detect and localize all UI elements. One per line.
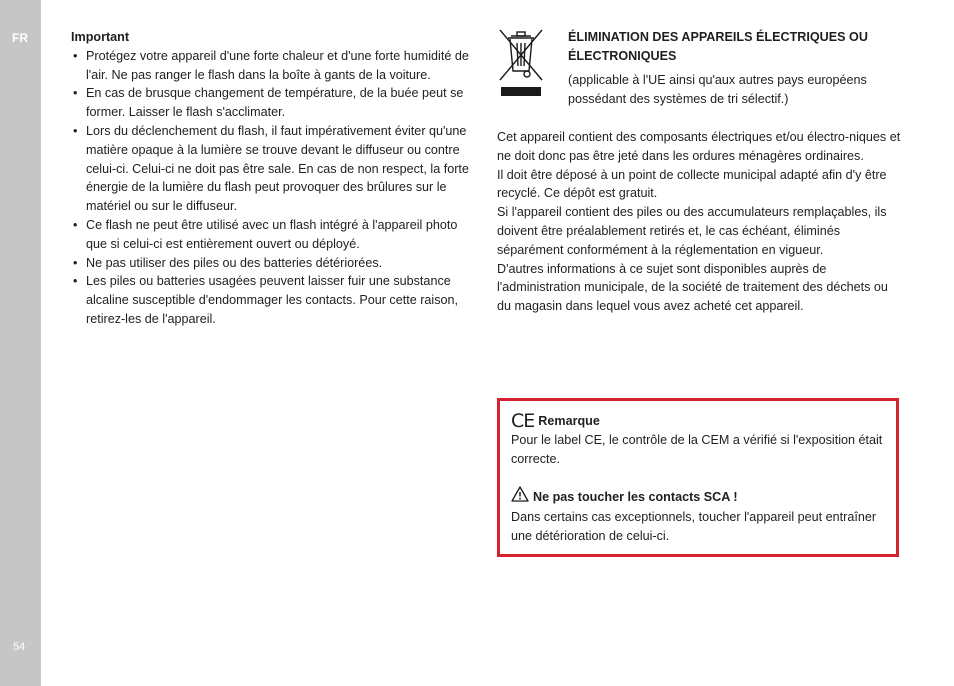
ce-mark-icon: CE [511, 410, 535, 433]
ce-note-heading-row [511, 412, 886, 431]
list-item: • En cas de brusque changement de température, de la buée peut se former. Laisser le flash s'acclimater. [71, 84, 473, 122]
list-item: • Ne pas utiliser des piles ou des batteries détériorées. [71, 254, 473, 273]
page-number: 54 [13, 641, 26, 653]
warning-triangle-icon [511, 486, 529, 508]
disposal-paragraph: D'autres informations à ce sujet sont disponibles auprès de l'administration municipale, de la société de traitement des déchets ou du magasin dans lequel vous avez acheté cet appareil. [497, 261, 888, 314]
ce-note-text: Pour le label CE, le contrôle de la CEM a vérifié si l'exposition était correcte. [511, 432, 883, 466]
important-heading: Important [71, 30, 130, 44]
list-item: • Lors du déclenchement du flash, il faut impérativement éviter qu'une matière opaque à la lumière se trouve devant le diffuseur ou contre celui-ci. Celui-ci ne doit pas être sale. En cas de non respect, la forte énergie de la lumière du flash peut provoquer des brûlures sur le matériel ou sur le diffuseur. [71, 122, 473, 216]
notice-box [497, 398, 899, 557]
disposal-subtitle: (applicable à l'UE ainsi qu'aux autres pays européens possédant des systèmes de tri sélectif.) [568, 73, 867, 106]
ce-note-heading: Remarque [538, 414, 600, 428]
sidebar-tab [0, 0, 41, 686]
list-item: • Les piles ou batteries usagées peuvent laisser fuir une substance alcaline susceptible d'endommager les contacts. Pour cette raison, retirez-les de l'appareil. [71, 272, 473, 328]
disposal-paragraph: Si l'appareil contient des piles ou des accumulateurs remplaçables, ils doivent être préalablement retirés et, le cas échéant, éliminés séparément conformément à la réglementation en vigueur. [497, 205, 887, 257]
warning-heading: Ne pas toucher les contacts SCA ! [533, 489, 738, 504]
disposal-paragraph: Il doit être déposé à un point de collecte municipal adapté afin d'y être recyclé. Ce dépôt est gratuit. [497, 167, 887, 201]
disposal-paragraph: Cet appareil contient des composants électriques et/ou électro-niques et ne doit donc pas être jeté dans les ordures ménagères ordinaires. [497, 130, 901, 163]
notice-content [511, 412, 886, 546]
disposal-title: ÉLIMINATION DES APPAREILS ÉLECTRIQUES OU ÉLECTRONIQUES [568, 30, 868, 63]
important-section [71, 28, 473, 329]
language-label: FR [12, 31, 28, 45]
warning-text: Dans certains cas exceptionnels, toucher l'appareil peut entraîner une détérioration de celui-ci. [511, 510, 877, 543]
list-item: • Ce flash ne peut être utilisé avec un flash intégré à l'appareil photo que si celui-ci est entièrement ouvert ou déployé. [71, 216, 473, 254]
important-list [71, 47, 473, 329]
list-item: • Protégez votre appareil d'une forte chaleur et d'une forte humidité de l'air. Ne pas ranger le flash dans la boîte à gants de la voiture. [71, 47, 473, 85]
disposal-body [497, 128, 902, 316]
warning-heading-row [511, 486, 886, 508]
crossed-out-wheelie-bin-icon [497, 27, 545, 99]
